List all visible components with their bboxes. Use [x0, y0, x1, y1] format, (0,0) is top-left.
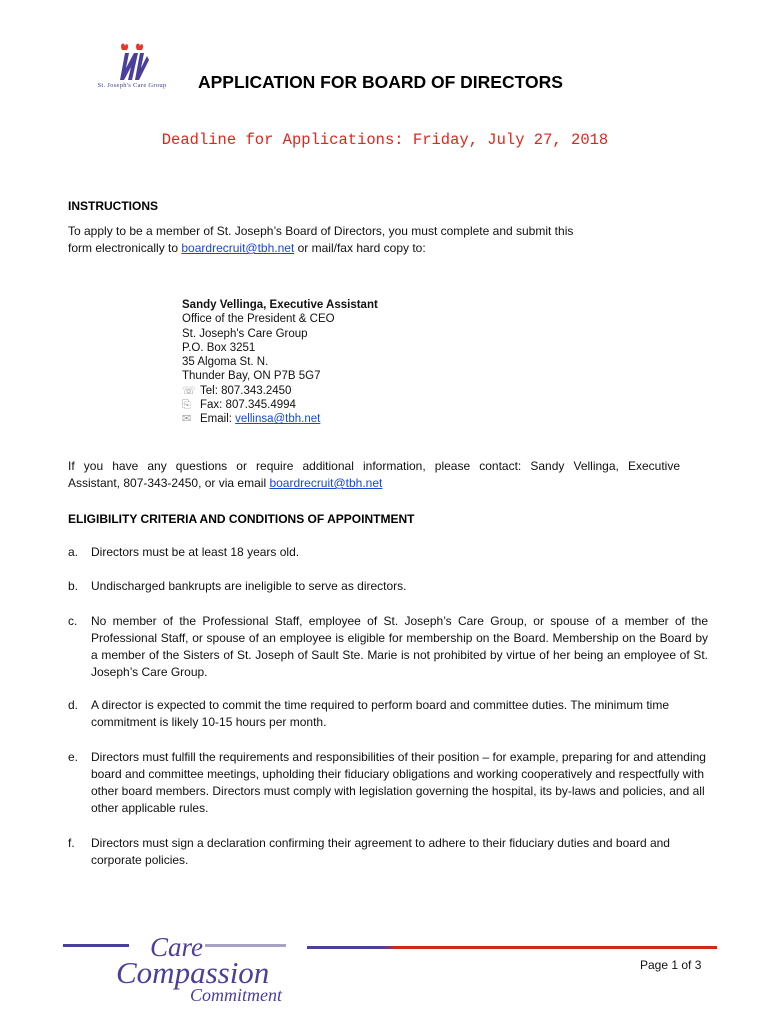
criteria-text: Directors must be at least 18 years old. [91, 545, 300, 559]
questions-text [68, 458, 680, 492]
criteria-item-f [68, 835, 708, 869]
questions-line-2 [68, 475, 680, 492]
fax-icon: ⎘ [182, 399, 191, 412]
logo-figures-icon [82, 40, 182, 84]
criteria-letter: a. [68, 545, 79, 559]
criteria-letter: f. [68, 836, 75, 850]
footer-tagline-care: Care [150, 932, 203, 962]
page-number: Page 1 of 3 [640, 958, 702, 972]
criteria-text: Directors must sign a declaration confirming their agreement to adhere to their fiduciary duties and board and corporate policies. [91, 836, 670, 867]
instructions-line-2 [68, 240, 708, 257]
instructions-line-2-post: or mail/fax hard copy to: [294, 241, 426, 255]
criteria-letter: b. [68, 579, 79, 593]
criteria-letter: c. [68, 614, 78, 628]
contact-city: Thunder Bay, ON P7B 5G7 [182, 370, 321, 383]
footer-tagline-compassion: Compassion [116, 955, 270, 990]
contact-email-link[interactable]: vellinsa@tbh.net [235, 413, 321, 426]
document-title: APPLICATION FOR BOARD OF DIRECTORS [198, 72, 563, 92]
criteria-item-d [68, 697, 708, 731]
contact-organization: St. Joseph's Care Group [182, 327, 308, 340]
criteria-text: Undischarged bankrupts are ineligible to serve as directors. [91, 579, 407, 593]
instructions-heading: INSTRUCTIONS [68, 199, 158, 213]
instructions-line-1: To apply to be a member of St. Joseph’s Board of Directors, you must complete and submit this [68, 224, 574, 238]
questions-line-1: If you have any questions or require additional information, please contact: Sandy Vellinga, Executive [68, 459, 680, 473]
criteria-text: No member of the Professional Staff, employee of St. Joseph’s Care Group, or spouse of a member of the Professional Staff, or spouse of an employee is eligible for membership on the Board. Membership on the Board by a member of the Sisters of St. Joseph of Sault Ste. Marie is not prohibited by virtue of her being an employee of St. Joseph’s Care Group. [91, 614, 708, 679]
instructions-text [68, 223, 708, 257]
contact-office: Office of the President & CEO [182, 313, 335, 326]
criteria-text: Directors must fulfill the requirements and responsibilities of their position – for example, preparing for and attending board and committee meetings, upholding their fiduciary obligations and working cooperatively and respectfully with other board members. Directors must comply with legislation governing the hospital, its by-laws and policies, and all other applicable rules. [91, 750, 706, 815]
criteria-item-b [68, 578, 708, 595]
contact-email-label: Email: [200, 413, 236, 426]
contact-po-box: P.O. Box 3251 [182, 341, 256, 354]
contact-tel-row [182, 384, 378, 398]
contact-name: Sandy Vellinga, Executive Assistant [182, 299, 378, 311]
footer-rule-left [63, 944, 129, 947]
criteria-letter: d. [68, 698, 79, 712]
criteria-item-e [68, 749, 708, 817]
questions-line-2-pre: Assistant, 807-343-2450, or via email [68, 476, 270, 490]
contact-email-row [182, 412, 378, 426]
board-recruit-email-link[interactable]: boardrecruit@tbh.net [181, 241, 295, 255]
footer-rule-mid [205, 944, 286, 947]
contact-tel: Tel: 807.343.2450 [200, 384, 292, 397]
telephone-icon: ☏ [182, 384, 196, 397]
instructions-line-2-pre: form electronically to [68, 241, 182, 255]
contact-fax-row [182, 398, 378, 412]
questions-email-link[interactable]: boardrecruit@tbh.net [269, 476, 383, 490]
criteria-item-c [68, 613, 708, 681]
footer-rule-right [307, 946, 717, 949]
criteria-letter: e. [68, 750, 79, 764]
eligibility-heading: ELIGIBILITY CRITERIA AND CONDITIONS OF APPOINTMENT [68, 512, 415, 526]
contact-street: 35 Algoma St. N. [182, 356, 269, 369]
contact-fax: Fax: 807.345.4994 [200, 399, 296, 412]
application-deadline: Deadline for Applications: Friday, July 27, 2018 [161, 131, 609, 149]
contact-address-block [182, 298, 378, 427]
logo-wordmark: St. Joseph's Care Group [97, 82, 167, 89]
envelope-icon: ✉ [182, 413, 192, 426]
criteria-text: A director is expected to commit the time required to perform board and committee duties. The minimum time commitment is likely 10-15 hours per month. [91, 698, 670, 729]
criteria-item-a [68, 544, 708, 561]
footer-tagline-commitment: Commitment [190, 985, 282, 1005]
